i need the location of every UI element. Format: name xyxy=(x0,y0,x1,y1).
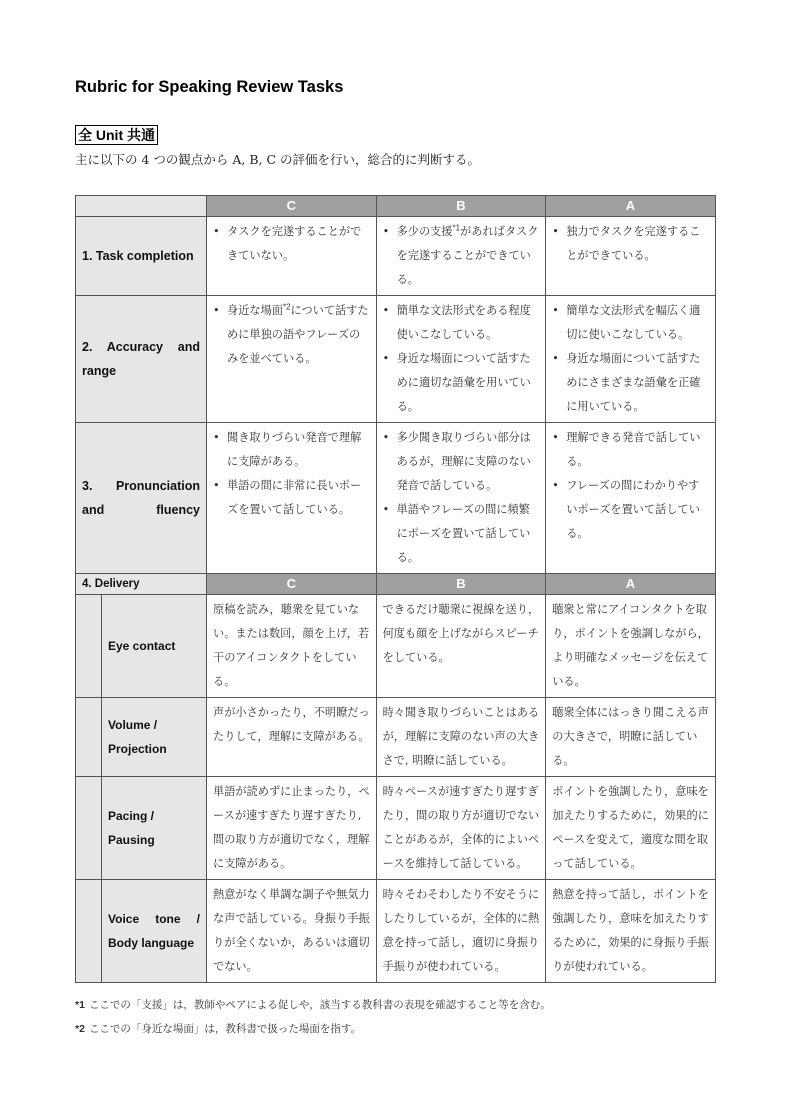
delivery-sublabel-container xyxy=(102,595,206,697)
criterion-cell-a xyxy=(546,217,716,296)
criterion-cell-c xyxy=(207,296,377,423)
unit-tag: 全 Unit 共通 xyxy=(75,125,158,145)
delivery-level-header-a: A xyxy=(546,574,716,595)
delivery-header-row xyxy=(76,574,716,595)
criterion-label: 3. Pronunciation and fluency xyxy=(76,423,207,574)
header-blank-cell xyxy=(76,196,207,217)
descriptor-text: があればタスクを完遂することができている。 xyxy=(396,225,539,286)
bullet-icon: • xyxy=(382,503,390,516)
descriptor-list xyxy=(552,220,710,268)
indent-column xyxy=(76,595,102,697)
descriptor-item xyxy=(552,347,710,419)
criterion-cell-b xyxy=(376,423,546,574)
footnote-ref: *2 xyxy=(282,302,291,312)
descriptor-text: 多少の支援 xyxy=(396,225,453,238)
descriptor-item xyxy=(213,474,371,522)
descriptor-item xyxy=(213,299,371,371)
bullet-icon: • xyxy=(382,352,390,365)
rubric-table xyxy=(75,195,716,983)
descriptor-list xyxy=(213,220,371,268)
delivery-cell-c: 原稿を読み，聴衆を見ていない。または数回，顔を上げ，若干のアイコンタクトをしている。 xyxy=(207,595,377,698)
bullet-icon: • xyxy=(382,304,390,317)
delivery-cell-b: 時々聞き取りづらいことはあるが，理解に支障のない声の大きさで, 明瞭に話している。 xyxy=(376,698,546,777)
descriptor-item xyxy=(383,299,541,347)
descriptor-item xyxy=(552,220,710,268)
criterion-cell-b xyxy=(376,296,546,423)
delivery-sublabel: Eye contact xyxy=(108,639,176,653)
descriptor-list xyxy=(552,299,710,419)
header-row xyxy=(76,196,716,217)
delivery-sublabel-cell xyxy=(76,595,207,698)
descriptor-text: 聞き取りづらい発音で理解に支障がある。 xyxy=(227,431,362,468)
delivery-row xyxy=(76,698,716,777)
delivery-cell-a: ポイントを強調したり，意味を加えたりするために，効果的にペースを変えて，適度な間を取って話している。 xyxy=(546,777,716,880)
descriptor-item xyxy=(213,426,371,474)
descriptor-text: 身近な場面について話すためにさまざまな語彙を正確に用いている。 xyxy=(566,352,701,413)
criterion-cell-c xyxy=(207,217,377,296)
delivery-row xyxy=(76,777,716,880)
criterion-row xyxy=(76,217,716,296)
criterion-label: 1. Task completion xyxy=(76,217,207,296)
bullet-icon: • xyxy=(552,431,559,444)
descriptor-item xyxy=(552,426,710,474)
delivery-sublabel-container xyxy=(102,777,206,879)
bullet-icon: • xyxy=(213,479,220,492)
criterion-row xyxy=(76,296,716,423)
descriptor-item xyxy=(552,299,710,347)
delivery-cell-b: できるだけ聴衆に視線を送り，何度も顔を上げながらスピーチをしている。 xyxy=(376,595,546,698)
descriptor-item xyxy=(383,426,541,498)
delivery-sublabel-cell xyxy=(76,777,207,880)
footnote-text: ここでの「身近な場面」は，教科書で扱った場面を指す。 xyxy=(88,1023,362,1035)
footnotes xyxy=(75,993,551,1041)
delivery-row xyxy=(76,880,716,983)
delivery-cell-a: 聴衆と常にアイコンタクトを取り，ポイントを強調しながら，より明確なメッセージを伝えている。 xyxy=(546,595,716,698)
descriptor-item xyxy=(383,498,541,570)
bullet-icon: • xyxy=(213,431,220,444)
delivery-sublabel: Voice tone / Body language xyxy=(108,912,200,950)
document-title: Rubric for Speaking Review Tasks xyxy=(75,78,344,96)
delivery-sublabel: Volume / Projection xyxy=(108,718,167,756)
criterion-cell-a xyxy=(546,296,716,423)
descriptor-list xyxy=(383,220,541,292)
delivery-sublabel-cell xyxy=(76,698,207,777)
level-header-b: B xyxy=(376,196,546,217)
delivery-sublabel-container xyxy=(102,880,206,982)
bullet-icon: • xyxy=(552,225,559,238)
descriptor-text: タスクを完遂することができていない。 xyxy=(227,225,362,262)
intro-text: 主に以下の 4 つの観点から A, B, C の評価を行い，総合的に判断する。 xyxy=(75,152,481,167)
descriptor-text: 簡単な文法形式を幅広く適切に使いこなしている。 xyxy=(566,304,701,341)
delivery-row xyxy=(76,595,716,698)
indent-column xyxy=(76,880,102,982)
descriptor-item xyxy=(383,347,541,419)
bullet-icon: • xyxy=(552,304,559,317)
criterion-cell-c xyxy=(207,423,377,574)
footnote-text: ここでの「支援」は，教師やペアによる促しや，該当する教科書の表現を確認すること等を含む。 xyxy=(88,999,551,1011)
descriptor-text: 身近な場面 xyxy=(227,304,283,317)
descriptor-list xyxy=(213,299,371,371)
descriptor-item xyxy=(552,474,710,546)
delivery-cell-c: 声が小さかったり，不明瞭だったりして，理解に支障がある。 xyxy=(207,698,377,777)
descriptor-text: について話すために単独の語やフレーズのみを並べている。 xyxy=(227,304,369,365)
descriptor-text: 身近な場面について話すために適切な語彙を用いている。 xyxy=(396,352,531,413)
delivery-cell-b: 時々そわそわしたり不安そうにしたりしているが，全体的に熱意を持って話し，適切に身振り手振りが使われている。 xyxy=(376,880,546,983)
descriptor-list xyxy=(213,426,371,522)
descriptor-list xyxy=(383,299,541,419)
delivery-sublabel-container xyxy=(102,698,206,776)
bullet-icon: • xyxy=(382,225,390,238)
level-header-c: C xyxy=(207,196,377,217)
footnote-1 xyxy=(75,993,551,1017)
bullet-icon: • xyxy=(552,479,559,492)
descriptor-text: 単語やフレーズの間に頻繁にポーズを置いて話している。 xyxy=(396,503,531,564)
footnote-2 xyxy=(75,1017,551,1041)
indent-column xyxy=(76,698,102,776)
criterion-label: 2. Accuracy and range xyxy=(76,296,207,423)
delivery-cell-c: 熱意がなく単調な調子や無気力な声で話している。身振り手振りが全くないか，あるいは適切でない。 xyxy=(207,880,377,983)
descriptor-list xyxy=(552,426,710,546)
indent-column xyxy=(76,777,102,879)
descriptor-item xyxy=(213,220,371,268)
bullet-icon: • xyxy=(552,352,559,365)
descriptor-text: 理解できる発音で話している。 xyxy=(566,431,701,468)
criterion-row xyxy=(76,423,716,574)
descriptor-text: 単語の間に非常に長いポーズを置いて話している。 xyxy=(227,479,362,516)
bullet-icon: • xyxy=(382,431,390,444)
delivery-label: 4. Delivery xyxy=(76,574,207,595)
descriptor-text: フレーズの間にわかりやすいポーズを置いて話している。 xyxy=(566,479,700,540)
bullet-icon: • xyxy=(213,304,220,317)
delivery-sublabel: Pacing / Pausing xyxy=(108,809,155,847)
footnote-ref: *1 xyxy=(452,223,461,233)
delivery-sublabel-cell xyxy=(76,880,207,983)
descriptor-list xyxy=(383,426,541,570)
delivery-cell-b: 時々ペースが速すぎたり遅すぎたり，間の取り方が適切でないことがあるが，全体的によいペースを維持して話している。 xyxy=(376,777,546,880)
delivery-level-header-b: B xyxy=(376,574,546,595)
descriptor-text: 独力でタスクを完遂することができている。 xyxy=(566,225,701,262)
delivery-cell-c: 単語が読めずに止まったり，ペースが速すぎたり遅すぎたり, 間の取り方が適切でなく，理解に支障がある。 xyxy=(207,777,377,880)
delivery-cell-a: 熱意を持って話し，ポイントを強調したり，意味を加えたりするために，効果的に身振り手振りが使われている。 xyxy=(546,880,716,983)
delivery-level-header-c: C xyxy=(207,574,377,595)
criterion-cell-b xyxy=(376,217,546,296)
footnote-mark: *2 xyxy=(75,1023,85,1035)
delivery-cell-a: 聴衆全体にはっきり聞こえる声の大きさで，明瞭に話している。 xyxy=(546,698,716,777)
descriptor-item xyxy=(383,220,541,292)
descriptor-text: 多少聞き取りづらい部分はあるが，理解に支障のない発音で話している。 xyxy=(396,431,531,492)
footnote-mark: *1 xyxy=(75,999,85,1011)
level-header-a: A xyxy=(546,196,716,217)
bullet-icon: • xyxy=(213,225,220,238)
descriptor-text: 簡単な文法形式をある程度使いこなしている。 xyxy=(396,304,531,341)
criterion-cell-a xyxy=(546,423,716,574)
